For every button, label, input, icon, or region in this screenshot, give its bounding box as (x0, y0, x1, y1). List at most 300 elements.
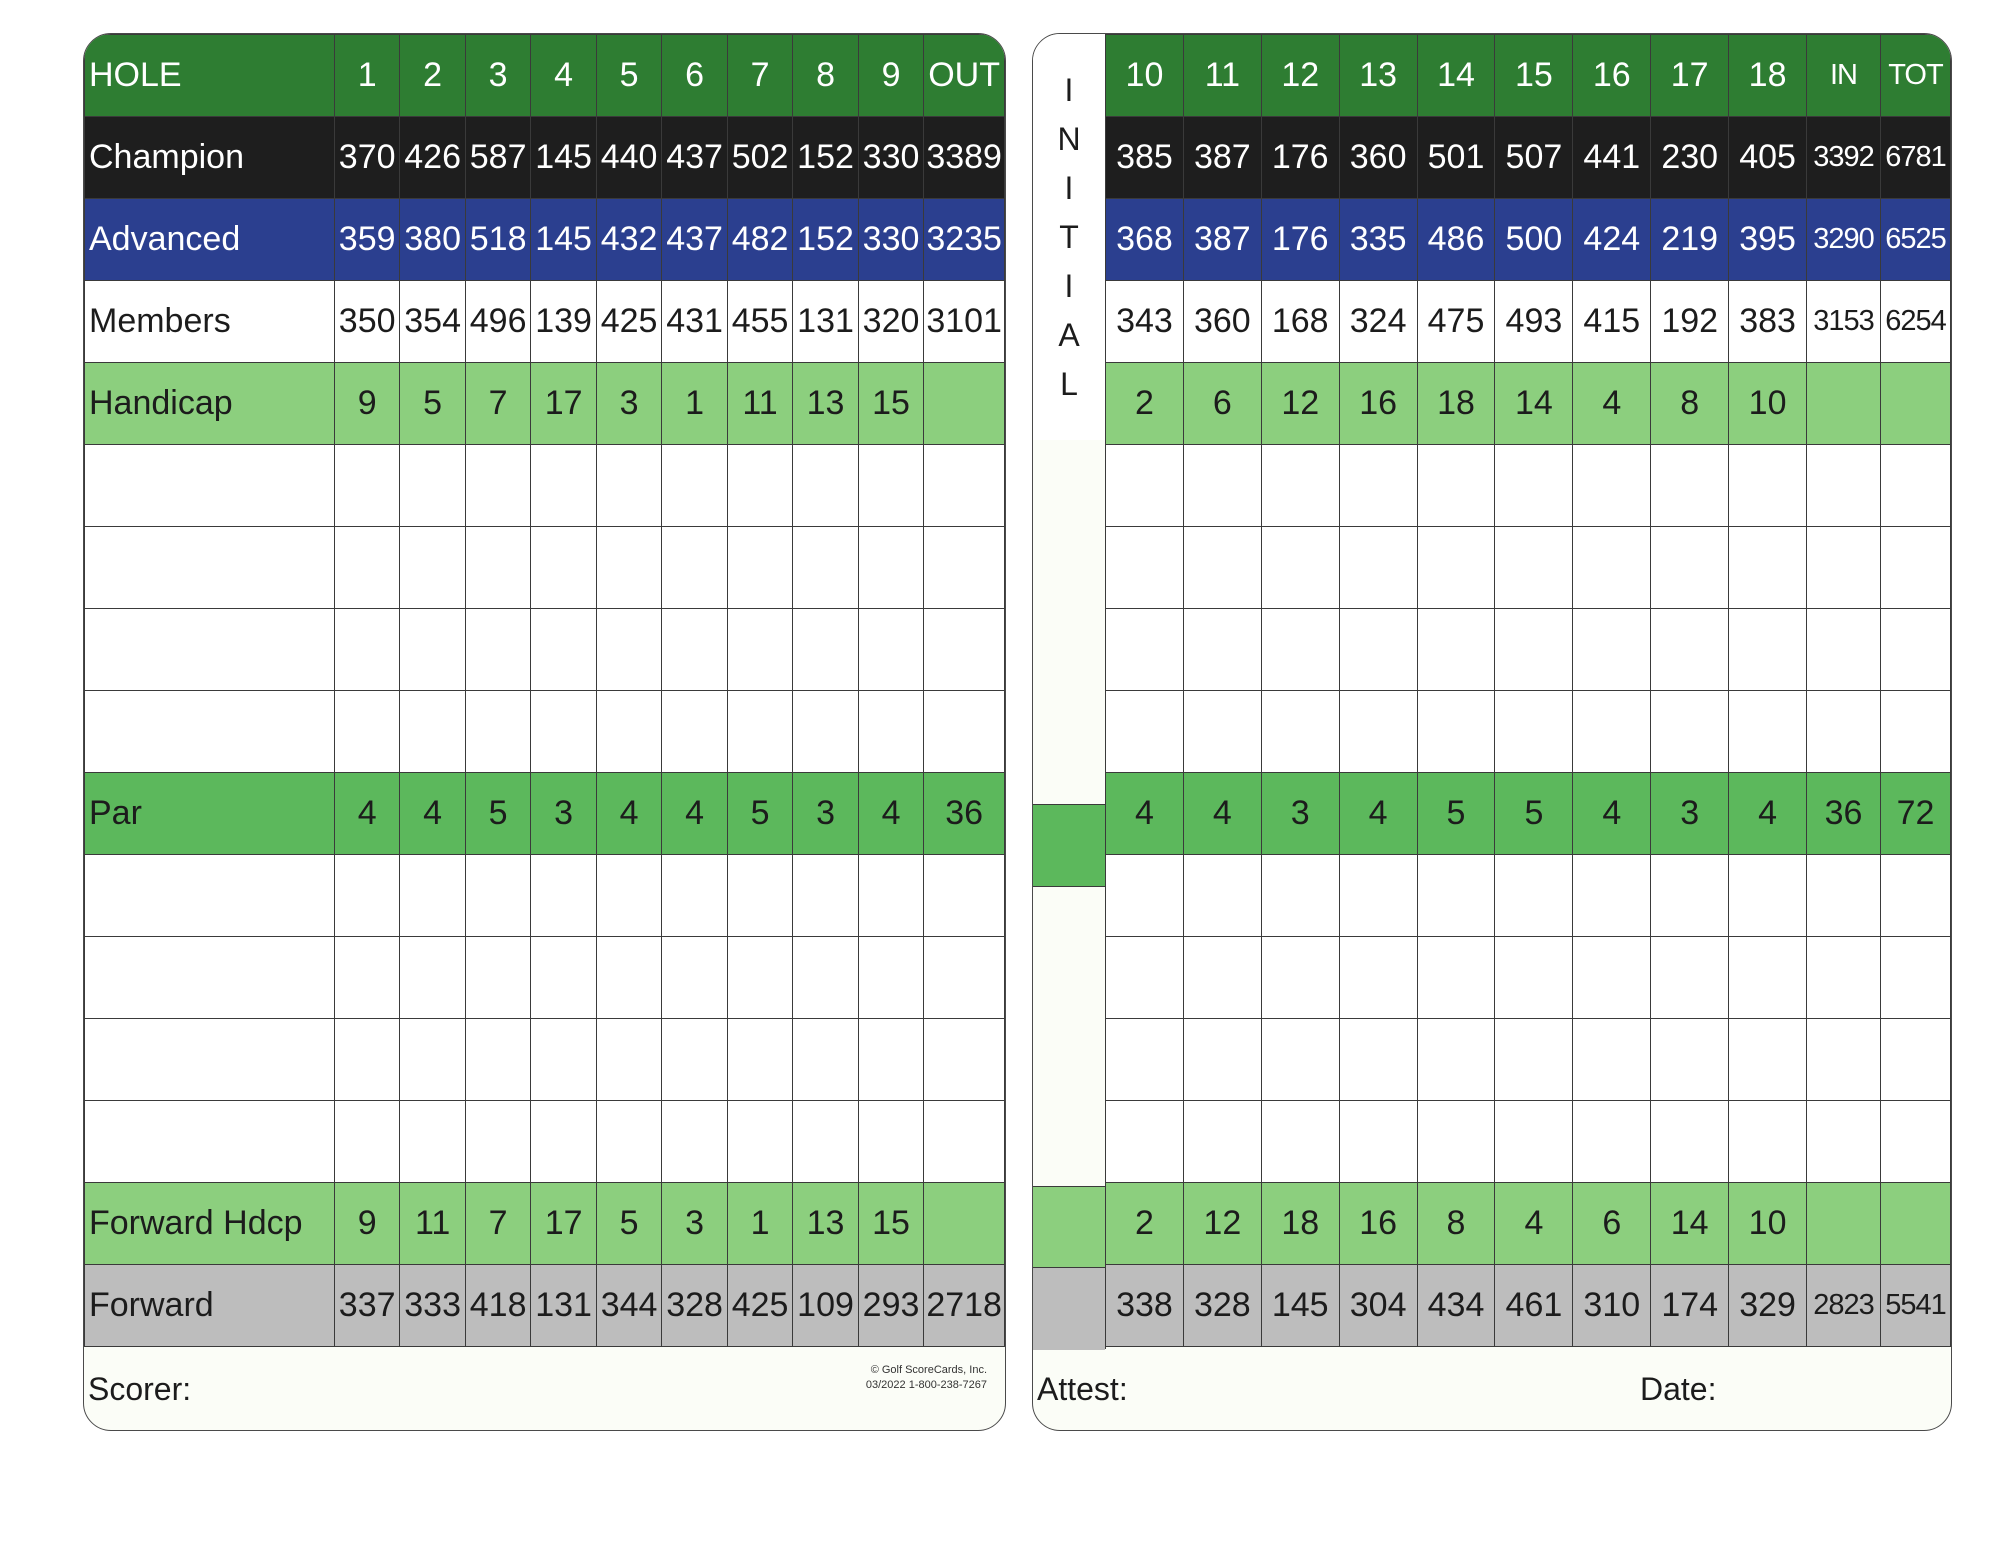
total-cell[interactable] (924, 937, 1005, 1019)
in-total-cell: 36 (1807, 773, 1881, 855)
player-name-cell[interactable] (85, 937, 335, 1019)
score-entry-row[interactable] (85, 527, 1005, 609)
total-cell[interactable] (924, 445, 1005, 527)
hole-number: 4 (531, 35, 596, 117)
yardage-cell: 387 (1183, 199, 1261, 281)
par-row (1106, 773, 1951, 855)
hole-number: 13 (1339, 35, 1417, 117)
score-cell[interactable] (793, 1019, 858, 1101)
player-name-cell[interactable] (85, 445, 335, 527)
score-cell[interactable] (465, 1019, 530, 1101)
score-cell[interactable] (1417, 855, 1495, 937)
handicap-cell: 10 (1729, 363, 1807, 445)
score-cell[interactable] (662, 1019, 727, 1101)
score-cell[interactable] (793, 1101, 858, 1183)
out-total-cell: 3101 (924, 281, 1005, 363)
score-cell[interactable] (465, 527, 530, 609)
score-cell[interactable] (334, 937, 399, 1019)
score-cell[interactable] (1495, 445, 1573, 527)
score-cell[interactable] (1417, 691, 1495, 773)
total-cell[interactable] (1807, 691, 1881, 773)
par-cell: 4 (1573, 773, 1651, 855)
score-cell[interactable] (596, 1019, 661, 1101)
handicap-cell: 16 (1339, 363, 1417, 445)
total-cell[interactable] (1807, 609, 1881, 691)
score-cell[interactable] (662, 1101, 727, 1183)
grand-total-cell: 72 (1880, 773, 1950, 855)
score-cell[interactable] (400, 1019, 465, 1101)
handicap-cell: 2 (1106, 363, 1184, 445)
score-cell[interactable] (334, 1019, 399, 1101)
score-cell[interactable] (858, 445, 923, 527)
initial-letter: I (1064, 71, 1074, 108)
yardage-cell: 425 (727, 1265, 792, 1347)
score-cell[interactable] (1339, 445, 1417, 527)
hole-number: 15 (1495, 35, 1573, 117)
handicap-cell: 9 (334, 363, 399, 445)
score-cell[interactable] (400, 1101, 465, 1183)
score-cell[interactable] (727, 527, 792, 609)
score-cell[interactable] (1729, 937, 1807, 1019)
score-cell[interactable] (793, 445, 858, 527)
hole-number: 2 (400, 35, 465, 117)
score-cell[interactable] (1339, 691, 1417, 773)
score-cell[interactable] (531, 1019, 596, 1101)
score-cell[interactable] (1495, 1019, 1573, 1101)
total-cell[interactable] (924, 691, 1005, 773)
yardage-cell: 152 (793, 199, 858, 281)
total-cell[interactable] (1807, 1019, 1881, 1101)
score-cell[interactable] (334, 691, 399, 773)
score-cell[interactable] (1729, 691, 1807, 773)
score-cell[interactable] (1651, 527, 1729, 609)
initial-letter: N (1057, 120, 1081, 157)
score-entry-row[interactable] (85, 855, 1005, 937)
handicap-cell: 2 (1106, 1183, 1184, 1265)
score-cell[interactable] (793, 691, 858, 773)
yardage-cell: 335 (1339, 199, 1417, 281)
score-cell[interactable] (1261, 855, 1339, 937)
score-cell[interactable] (1183, 855, 1261, 937)
score-cell[interactable] (531, 445, 596, 527)
score-cell[interactable] (1183, 1101, 1261, 1183)
par-cell: 4 (1106, 773, 1184, 855)
score-cell[interactable] (858, 855, 923, 937)
front-nine-scorecard (83, 33, 1006, 1431)
yardage-cell: 176 (1261, 199, 1339, 281)
score-cell[interactable] (596, 609, 661, 691)
attest-label: Attest: (1037, 1371, 1128, 1407)
total-cell[interactable] (924, 1019, 1005, 1101)
members-tee-row (1106, 281, 1951, 363)
score-cell[interactable] (1106, 1101, 1184, 1183)
score-cell[interactable] (793, 937, 858, 1019)
handicap-cell: 7 (465, 363, 530, 445)
score-cell[interactable] (1339, 609, 1417, 691)
yardage-cell: 461 (1495, 1265, 1573, 1347)
score-cell[interactable] (531, 937, 596, 1019)
score-cell[interactable] (1729, 1019, 1807, 1101)
handicap-cell: 16 (1339, 1183, 1417, 1265)
yardage-cell: 219 (1651, 199, 1729, 281)
row-label: Forward (85, 1265, 335, 1347)
yardage-cell: 385 (1106, 117, 1184, 199)
score-cell[interactable] (400, 609, 465, 691)
handicap-cell: 13 (793, 363, 858, 445)
score-entry-row[interactable] (85, 609, 1005, 691)
score-cell[interactable] (465, 691, 530, 773)
yardage-cell: 431 (662, 281, 727, 363)
score-cell[interactable] (1573, 937, 1651, 1019)
score-entry-row[interactable] (1106, 691, 1951, 773)
score-cell[interactable] (1183, 937, 1261, 1019)
grand-total-cell: 6781 (1880, 117, 1950, 199)
handicap-cell (1880, 363, 1950, 445)
yardage-cell: 338 (1106, 1265, 1184, 1347)
score-cell[interactable] (1183, 445, 1261, 527)
player-name-cell[interactable] (85, 1019, 335, 1101)
handicap-cell: 4 (1573, 363, 1651, 445)
yardage-cell: 518 (465, 199, 530, 281)
score-cell[interactable] (334, 855, 399, 937)
score-cell[interactable] (1183, 527, 1261, 609)
yardage-cell: 328 (1183, 1265, 1261, 1347)
hole-number: 16 (1573, 35, 1651, 117)
score-cell[interactable] (662, 937, 727, 1019)
score-cell[interactable] (596, 855, 661, 937)
score-cell[interactable] (465, 609, 530, 691)
score-cell[interactable] (1261, 609, 1339, 691)
score-cell[interactable] (1651, 855, 1729, 937)
score-cell[interactable] (1651, 1101, 1729, 1183)
score-cell[interactable] (858, 1101, 923, 1183)
handicap-cell: 3 (662, 1183, 727, 1265)
score-cell[interactable] (1106, 691, 1184, 773)
yardage-cell: 587 (465, 117, 530, 199)
handicap-cell: 3 (596, 363, 661, 445)
handicap-cell: 5 (400, 363, 465, 445)
player-name-cell[interactable] (85, 855, 335, 937)
par-cell: 4 (1339, 773, 1417, 855)
yardage-cell: 496 (465, 281, 530, 363)
total-cell[interactable] (1880, 937, 1950, 1019)
score-cell[interactable] (1651, 1019, 1729, 1101)
score-cell[interactable] (465, 855, 530, 937)
score-cell[interactable] (1495, 527, 1573, 609)
yardage-cell: 395 (1729, 199, 1807, 281)
score-cell[interactable] (465, 445, 530, 527)
score-cell[interactable] (400, 691, 465, 773)
yardage-cell: 432 (596, 199, 661, 281)
total-cell[interactable] (1880, 609, 1950, 691)
score-cell[interactable] (596, 937, 661, 1019)
handicap-cell: 17 (531, 363, 596, 445)
score-cell[interactable] (596, 1101, 661, 1183)
forward-handicap-row (85, 1183, 1005, 1265)
out-total-cell: 3389 (924, 117, 1005, 199)
score-entry-row[interactable] (85, 937, 1005, 1019)
score-cell[interactable] (531, 527, 596, 609)
score-entry-row[interactable] (1106, 527, 1951, 609)
total-cell[interactable] (1880, 1101, 1950, 1183)
handicap-cell: 14 (1651, 1183, 1729, 1265)
player-name-cell[interactable] (85, 527, 335, 609)
score-cell[interactable] (1339, 1019, 1417, 1101)
score-cell[interactable] (1106, 527, 1184, 609)
hole-number: 11 (1183, 35, 1261, 117)
score-entry-row[interactable] (1106, 1019, 1951, 1101)
score-cell[interactable] (858, 609, 923, 691)
score-cell[interactable] (1573, 1019, 1651, 1101)
score-cell[interactable] (1183, 609, 1261, 691)
score-cell[interactable] (1729, 1101, 1807, 1183)
score-cell[interactable] (1495, 609, 1573, 691)
yardage-cell: 109 (793, 1265, 858, 1347)
score-cell[interactable] (400, 445, 465, 527)
yardage-cell: 330 (858, 117, 923, 199)
score-cell[interactable] (727, 609, 792, 691)
yardage-cell: 360 (1183, 281, 1261, 363)
score-cell[interactable] (1106, 445, 1184, 527)
score-cell[interactable] (1651, 691, 1729, 773)
par-cell: 3 (1261, 773, 1339, 855)
player-name-cell[interactable] (85, 609, 335, 691)
yardage-cell: 293 (858, 1265, 923, 1347)
score-cell[interactable] (596, 691, 661, 773)
score-cell[interactable] (1339, 855, 1417, 937)
hole-number: 7 (727, 35, 792, 117)
yardage-cell: 343 (1106, 281, 1184, 363)
score-entry-row[interactable] (1106, 855, 1951, 937)
score-cell[interactable] (1106, 609, 1184, 691)
score-cell[interactable] (1417, 1019, 1495, 1101)
yardage-cell: 145 (531, 199, 596, 281)
hole-header-row (1106, 35, 1951, 117)
score-cell[interactable] (727, 1101, 792, 1183)
total-cell[interactable] (1880, 527, 1950, 609)
score-cell[interactable] (1417, 1101, 1495, 1183)
score-entry-row[interactable] (1106, 445, 1951, 527)
score-cell[interactable] (1729, 855, 1807, 937)
yardage-cell: 370 (334, 117, 399, 199)
score-cell[interactable] (1495, 855, 1573, 937)
score-cell[interactable] (858, 527, 923, 609)
score-cell[interactable] (727, 445, 792, 527)
score-cell[interactable] (400, 855, 465, 937)
score-cell[interactable] (596, 445, 661, 527)
hole-number: 3 (465, 35, 530, 117)
score-cell[interactable] (1573, 609, 1651, 691)
total-cell[interactable] (1807, 445, 1881, 527)
total-cell[interactable] (924, 1101, 1005, 1183)
score-cell[interactable] (662, 527, 727, 609)
score-cell[interactable] (334, 1101, 399, 1183)
score-cell[interactable] (1729, 445, 1807, 527)
score-cell[interactable] (1261, 1019, 1339, 1101)
score-cell[interactable] (1261, 527, 1339, 609)
handicap-cell: 5 (596, 1183, 661, 1265)
score-cell[interactable] (1339, 937, 1417, 1019)
score-cell[interactable] (858, 691, 923, 773)
total-cell[interactable] (1807, 527, 1881, 609)
score-entry-row[interactable] (1106, 1101, 1951, 1183)
copyright-notice (866, 1363, 987, 1393)
yardage-cell: 482 (727, 199, 792, 281)
copyright-line: © Golf ScoreCards, Inc. (870, 1364, 987, 1376)
score-cell[interactable] (1573, 1101, 1651, 1183)
score-cell[interactable] (662, 855, 727, 937)
total-cell[interactable] (1880, 691, 1950, 773)
score-cell[interactable] (1651, 445, 1729, 527)
score-cell[interactable] (1261, 691, 1339, 773)
score-cell[interactable] (531, 609, 596, 691)
score-cell[interactable] (727, 691, 792, 773)
out-total-cell: 2718 (924, 1265, 1005, 1347)
initial-letter: A (1058, 316, 1080, 353)
score-cell[interactable] (1573, 855, 1651, 937)
score-cell[interactable] (1495, 937, 1573, 1019)
score-cell[interactable] (1573, 691, 1651, 773)
score-cell[interactable] (1417, 527, 1495, 609)
handicap-cell: 6 (1183, 363, 1261, 445)
total-cell[interactable] (1880, 1019, 1950, 1101)
score-cell[interactable] (1261, 445, 1339, 527)
score-cell[interactable] (465, 937, 530, 1019)
score-cell[interactable] (596, 527, 661, 609)
hole-header-row (85, 35, 1005, 117)
score-cell[interactable] (1573, 445, 1651, 527)
score-cell[interactable] (1417, 445, 1495, 527)
total-cell[interactable] (1807, 937, 1881, 1019)
score-cell[interactable] (793, 609, 858, 691)
score-cell[interactable] (1339, 1101, 1417, 1183)
total-cell[interactable] (1807, 1101, 1881, 1183)
score-cell[interactable] (1573, 527, 1651, 609)
score-cell[interactable] (1651, 609, 1729, 691)
yardage-cell: 310 (1573, 1265, 1651, 1347)
initial-letter: T (1059, 218, 1079, 255)
yardage-cell: 192 (1651, 281, 1729, 363)
score-cell[interactable] (334, 609, 399, 691)
handicap-cell: 8 (1651, 363, 1729, 445)
yardage-cell: 493 (1495, 281, 1573, 363)
handicap-cell: 1 (727, 1183, 792, 1265)
score-cell[interactable] (1106, 937, 1184, 1019)
score-entry-row[interactable] (1106, 609, 1951, 691)
in-total-cell: 3290 (1807, 199, 1881, 281)
score-entry-row[interactable] (85, 1101, 1005, 1183)
score-cell[interactable] (1106, 855, 1184, 937)
advanced-tee-row (1106, 199, 1951, 281)
score-cell[interactable] (1417, 937, 1495, 1019)
total-cell[interactable] (1807, 855, 1881, 937)
yardage-cell: 131 (793, 281, 858, 363)
score-entry-row[interactable] (85, 691, 1005, 773)
score-cell[interactable] (793, 855, 858, 937)
handicap-cell: 17 (531, 1183, 596, 1265)
initial-letter: I (1064, 267, 1074, 304)
yardage-cell: 359 (334, 199, 399, 281)
yardage-cell: 434 (1417, 1265, 1495, 1347)
score-cell[interactable] (1106, 1019, 1184, 1101)
score-cell[interactable] (727, 937, 792, 1019)
score-cell[interactable] (1183, 1019, 1261, 1101)
score-cell[interactable] (1339, 527, 1417, 609)
handicap-cell: 7 (465, 1183, 530, 1265)
score-cell[interactable] (727, 855, 792, 937)
score-entry-row[interactable] (85, 1019, 1005, 1101)
row-label: Members (85, 281, 335, 363)
yardage-cell: 320 (858, 281, 923, 363)
yardage-cell: 418 (465, 1265, 530, 1347)
score-cell[interactable] (334, 527, 399, 609)
yardage-cell: 437 (662, 199, 727, 281)
score-cell[interactable] (1495, 691, 1573, 773)
score-cell[interactable] (662, 691, 727, 773)
score-cell[interactable] (465, 1101, 530, 1183)
yardage-cell: 324 (1339, 281, 1417, 363)
gutter-par-band (1033, 804, 1105, 887)
score-cell[interactable] (662, 609, 727, 691)
score-cell[interactable] (334, 445, 399, 527)
score-cell[interactable] (1729, 527, 1807, 609)
score-cell[interactable] (662, 445, 727, 527)
yardage-cell: 405 (1729, 117, 1807, 199)
score-cell[interactable] (727, 1019, 792, 1101)
row-label: Par (85, 773, 335, 855)
par-cell: 3 (1651, 773, 1729, 855)
handicap-cell (1880, 1183, 1950, 1265)
yardage-cell: 333 (400, 1265, 465, 1347)
score-cell[interactable] (1495, 1101, 1573, 1183)
score-cell[interactable] (400, 527, 465, 609)
total-cell[interactable] (924, 855, 1005, 937)
score-cell[interactable] (400, 937, 465, 1019)
score-cell[interactable] (1417, 609, 1495, 691)
score-cell[interactable] (858, 1019, 923, 1101)
score-cell[interactable] (1729, 609, 1807, 691)
back-nine-scorecard (1032, 33, 1952, 1431)
player-name-cell[interactable] (85, 691, 335, 773)
score-cell[interactable] (1183, 691, 1261, 773)
yardage-cell: 368 (1106, 199, 1184, 281)
score-cell[interactable] (793, 527, 858, 609)
score-cell[interactable] (531, 1101, 596, 1183)
score-cell[interactable] (531, 855, 596, 937)
out-total-cell: 36 (924, 773, 1005, 855)
score-entry-row[interactable] (1106, 937, 1951, 1019)
total-cell[interactable] (924, 527, 1005, 609)
score-cell[interactable] (858, 937, 923, 1019)
score-cell[interactable] (1261, 1101, 1339, 1183)
score-cell[interactable] (1651, 937, 1729, 1019)
handicap-cell: 12 (1261, 363, 1339, 445)
handicap-cell (924, 363, 1005, 445)
initial-gutter (1033, 440, 1106, 1349)
par-cell: 4 (662, 773, 727, 855)
advanced-tee-row (85, 199, 1005, 281)
total-cell[interactable] (1880, 855, 1950, 937)
handicap-cell: 8 (1417, 1183, 1495, 1265)
total-cell[interactable] (1880, 445, 1950, 527)
score-entry-row[interactable] (85, 445, 1005, 527)
hole-number: 17 (1651, 35, 1729, 117)
total-cell[interactable] (924, 609, 1005, 691)
in-total-cell: 2823 (1807, 1265, 1881, 1347)
score-cell[interactable] (531, 691, 596, 773)
score-cell[interactable] (1261, 937, 1339, 1019)
player-name-cell[interactable] (85, 1101, 335, 1183)
